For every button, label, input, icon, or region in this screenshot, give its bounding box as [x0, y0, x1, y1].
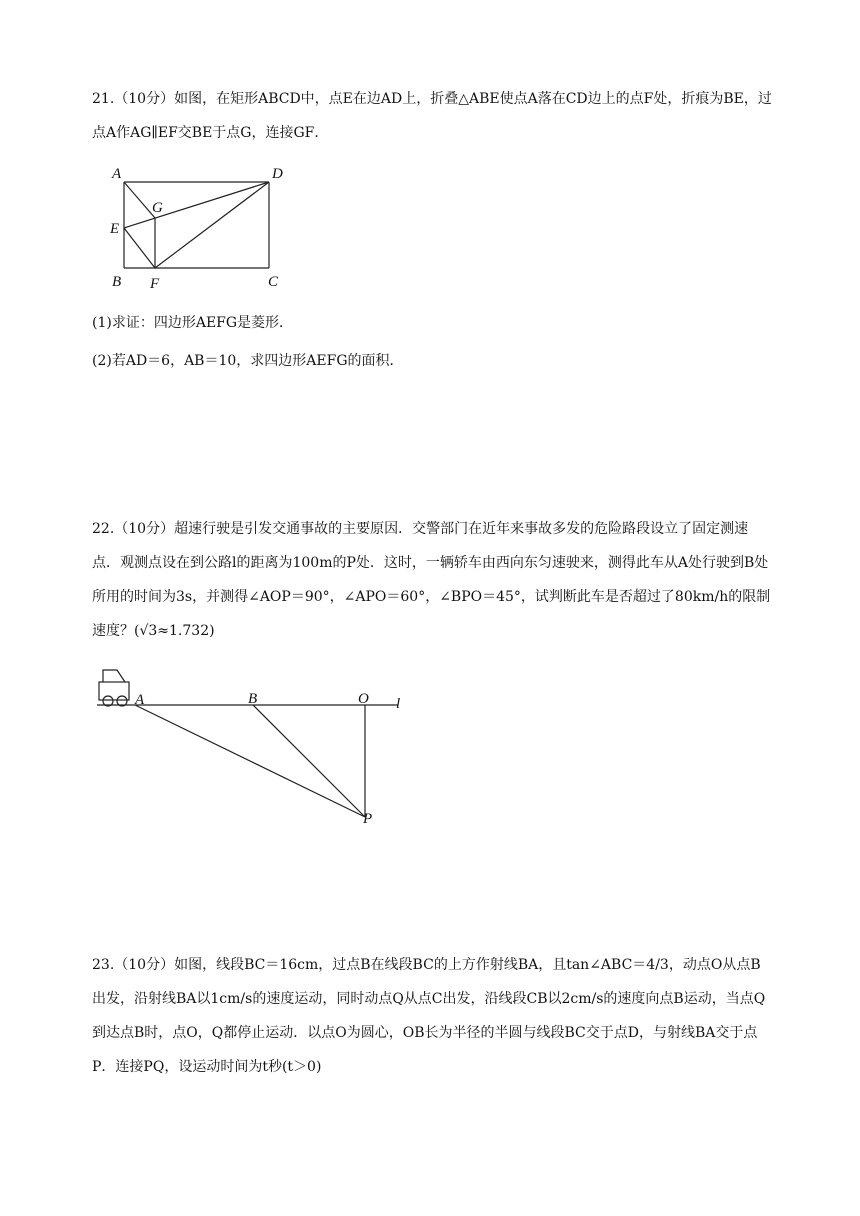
label-F: F	[150, 276, 160, 292]
q23-text: 23.（10分）如图，线段BC＝16cm，过点B在线段BC的上方作射线BA，且tan∠ABC＝4/3，动点O从点B出发，沿射线BA以1cm/s的速度运动，同时动点Q从点C出发，沿线段CB以2cm/s的速度向点B运动，当点Q到达点B时，点O，Q都停止运动．以点O为圆心，OB长为半径的半圆与线段BC交于点D，与射线BA交于点P．连接PQ，设运动时间为t秒(t＞0)	[92, 957, 766, 1075]
car-icon	[99, 670, 129, 706]
q22-road-figure	[95, 665, 435, 825]
label-E: E	[110, 221, 120, 237]
label-O: O	[358, 691, 369, 707]
label-B: B	[248, 691, 258, 707]
fig-line-BP	[253, 705, 365, 817]
q21-part2: (2)若AD＝6，AB＝10，求四边形AEFG的面积．	[92, 353, 404, 369]
label-P: P	[363, 811, 373, 827]
q21-rectangle-figure	[100, 165, 300, 295]
fig-line-FD	[155, 182, 269, 268]
label-A: A	[112, 166, 122, 182]
label-B: B	[112, 274, 122, 290]
label-C: C	[268, 274, 279, 290]
label-A: A	[135, 692, 145, 708]
q21-text: 21.（10分）如图，在矩形ABCD中，点E在边AD上，折叠△ABE使点A落在CD边上的点F处，折痕为BE，过点A作AG∥EF交BE于点G，连接GF．	[92, 91, 772, 141]
label-G: G	[152, 200, 163, 216]
fig-line-ED	[124, 182, 269, 228]
fig-line-AP	[135, 705, 365, 817]
label-D: D	[272, 166, 283, 182]
fig-line-EF	[124, 228, 155, 268]
label-l: l	[396, 696, 401, 712]
q21-part1: (1)求证：四边形AEFG是菱形．	[92, 315, 294, 331]
q22-text: 22.（10分）超速行驶是引发交通事故的主要原因．交警部门在近年来事故多发的危险路段设立了固定测速点．观测点设在到公路l的距离为100m的P处．这时，一辆轿车由西向东匀速驶来，测得此车从A处行驶到B处所用的时间为3s，并测得∠AOP＝90°，∠APO＝60°，∠BPO＝45°，试判断此车是否超过了80km/h的限制速度？(√3≈1.732)	[92, 521, 771, 639]
fig-line-AG	[124, 182, 155, 218]
